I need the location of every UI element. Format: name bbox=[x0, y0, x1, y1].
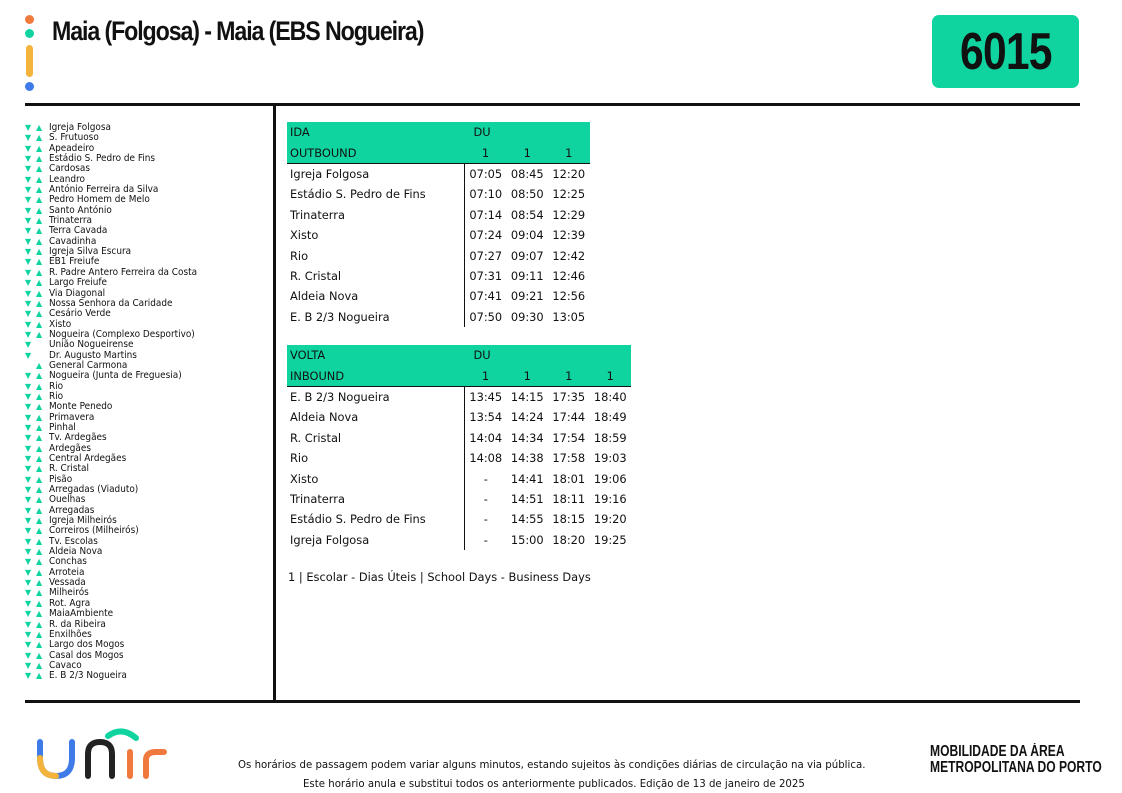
timetable-row bbox=[287, 266, 590, 286]
outbound-arrow-icon: ▼ bbox=[25, 185, 32, 195]
inbound-arrow-icon: ▲ bbox=[36, 205, 43, 215]
departure-time: 17:54 bbox=[552, 430, 586, 445]
departure-time: 08:45 bbox=[510, 166, 544, 181]
stop-name: Nogueira (Complexo Desportivo) bbox=[49, 328, 195, 340]
inbound-arrow-icon: ▲ bbox=[36, 474, 43, 484]
timetable-stop: R. Cristal bbox=[287, 428, 465, 448]
timetable-row bbox=[287, 386, 631, 407]
departure-time: - bbox=[483, 512, 488, 527]
inbound-arrow-icon: ▲ bbox=[36, 319, 43, 329]
departure-time: 18:01 bbox=[552, 471, 586, 486]
stop-name: R. Padre Antero Ferreira da Costa bbox=[49, 266, 198, 278]
teal-dot bbox=[25, 29, 34, 38]
outbound-arrow-icon: ▼ bbox=[25, 495, 32, 505]
outbound-arrow-icon: ▼ bbox=[25, 309, 32, 319]
stop-name: Terra Cavada bbox=[49, 225, 108, 237]
departure-time: 14:15 bbox=[510, 389, 544, 404]
stop-name: Pinhal bbox=[49, 421, 76, 433]
outbound-arrow-icon: ▼ bbox=[25, 598, 32, 608]
timetable-stop: Trinaterra bbox=[287, 205, 465, 225]
stop-name: Tv. Ardegães bbox=[49, 432, 107, 444]
departure-time: 13:05 bbox=[552, 309, 586, 324]
departure-time: 14:51 bbox=[510, 491, 544, 506]
inbound-arrow-icon: ▲ bbox=[36, 226, 43, 236]
departure-time: 14:04 bbox=[469, 430, 503, 445]
outbound-arrow-icon: ▼ bbox=[25, 257, 32, 267]
outbound-arrow-icon: ▼ bbox=[25, 609, 32, 619]
outbound-arrow-icon: ▼ bbox=[25, 164, 32, 174]
timetable-stop: Aldeia Nova bbox=[287, 286, 465, 306]
brand-line-2: METROPOLITANA DO PORTO bbox=[930, 759, 1102, 776]
inbound-arrow-icon: ▲ bbox=[36, 288, 43, 298]
timetable-row bbox=[287, 489, 631, 509]
inbound-arrow-icon: ▲ bbox=[36, 536, 43, 546]
departure-time: 07:24 bbox=[469, 228, 503, 243]
stop-name: Conchas bbox=[49, 556, 87, 568]
departure-time: 19:03 bbox=[593, 451, 627, 466]
stop-name: Leandro bbox=[49, 173, 85, 185]
inbound-arrow-icon: ▲ bbox=[36, 278, 43, 288]
departure-time: 12:39 bbox=[552, 228, 586, 243]
departure-time: 18:40 bbox=[593, 389, 627, 404]
departure-time: 19:06 bbox=[593, 471, 627, 486]
timetable-row bbox=[287, 428, 631, 448]
timetable-row bbox=[287, 307, 590, 327]
outbound-timetable bbox=[287, 122, 590, 327]
departure-time: 18:15 bbox=[552, 512, 586, 527]
timetable-row bbox=[287, 205, 590, 225]
timetable-stop: Trinaterra bbox=[287, 489, 465, 509]
departure-time: 12:29 bbox=[552, 207, 586, 222]
departure-time: 12:20 bbox=[552, 166, 586, 181]
timetable-row bbox=[287, 468, 631, 488]
stop-name: Ouelhas bbox=[49, 494, 86, 506]
timetable-row bbox=[287, 245, 590, 265]
inbound-arrow-icon: ▲ bbox=[36, 557, 43, 567]
outbound-arrow-icon: ▼ bbox=[25, 443, 32, 453]
inbound-arrow-icon: ▲ bbox=[36, 298, 43, 308]
departure-time: 14:34 bbox=[510, 430, 544, 445]
inbound-arrow-icon: ▲ bbox=[36, 588, 43, 598]
timetable-row bbox=[287, 225, 590, 245]
trip-note: 1 bbox=[507, 365, 549, 386]
stop-name: Igreja Folgosa bbox=[49, 122, 111, 133]
departure-time: 14:08 bbox=[469, 451, 503, 466]
outbound-arrow-icon: ▼ bbox=[25, 288, 32, 298]
timetable-stop: Xisto bbox=[287, 468, 465, 488]
departure-time: 19:25 bbox=[593, 532, 627, 547]
stop-name: MaiaAmbiente bbox=[49, 608, 114, 620]
timetable-row bbox=[287, 530, 631, 550]
stop-name: Pisão bbox=[49, 473, 73, 485]
outbound-arrow-icon: ▼ bbox=[25, 536, 32, 546]
brand-wordmark bbox=[930, 744, 1102, 776]
departure-time: 09:04 bbox=[510, 228, 544, 243]
departure-time: - bbox=[483, 471, 488, 486]
outbound-arrow-icon: ▼ bbox=[25, 133, 32, 143]
inbound-arrow-icon: ▲ bbox=[36, 267, 43, 277]
outbound-arrow-icon: ▼ bbox=[25, 516, 32, 526]
disclaimer-line-2: Este horário anula e substitui todos os anteriormente publicados. Edição de 13 de janeiro de 2025 bbox=[303, 779, 805, 790]
stop-name: Igreja Milheirós bbox=[49, 515, 117, 527]
inbound-arrow-icon: ▲ bbox=[36, 381, 43, 391]
departure-time: 07:10 bbox=[469, 187, 503, 202]
stop-name: R. Cristal bbox=[49, 463, 89, 475]
stop-name: Estádio S. Pedro de Fins bbox=[49, 153, 156, 165]
trip-note: 1 bbox=[548, 365, 590, 386]
timetable-row bbox=[287, 509, 631, 529]
stop-name: General Carmona bbox=[49, 359, 128, 371]
departure-time: 12:25 bbox=[552, 187, 586, 202]
outbound-arrow-icon: ▼ bbox=[25, 350, 32, 360]
departure-time: 09:07 bbox=[510, 248, 544, 263]
stop-name: S. Frutuoso bbox=[49, 132, 99, 144]
departure-time: 09:30 bbox=[510, 309, 544, 324]
timetable-stop: E. B 2/3 Nogueira bbox=[287, 386, 465, 407]
outbound-arrow-icon: ▼ bbox=[25, 247, 32, 257]
stop-item bbox=[25, 671, 270, 681]
inbound-arrow-icon: ▲ bbox=[36, 195, 43, 205]
inbound-timetable bbox=[287, 345, 631, 550]
trip-note: 1 bbox=[507, 142, 549, 163]
inbound-arrow-icon: ▲ bbox=[36, 516, 43, 526]
stop-name: Ardegães bbox=[49, 442, 91, 454]
stop-name: Rot. Agra bbox=[49, 597, 91, 609]
inbound-arrow-icon: ▲ bbox=[36, 660, 43, 670]
inbound-arrow-icon: ▲ bbox=[36, 154, 43, 164]
inbound-arrow-icon: ▲ bbox=[36, 164, 43, 174]
stop-name: Igreja Silva Escura bbox=[49, 246, 132, 258]
timetable-notes-row bbox=[287, 365, 631, 386]
stop-name: António Ferreira da Silva bbox=[49, 184, 159, 196]
departure-time: 17:58 bbox=[552, 451, 586, 466]
departure-time: 14:38 bbox=[510, 451, 544, 466]
timetable-header-row bbox=[287, 122, 590, 142]
day-type-label: DU bbox=[465, 122, 590, 142]
inbound-arrow-icon: ▲ bbox=[36, 609, 43, 619]
timetable-row bbox=[287, 184, 590, 204]
column-divider bbox=[273, 106, 276, 702]
stop-name: Cavaco bbox=[49, 659, 82, 671]
stop-name: EB1 Freiufe bbox=[49, 256, 100, 268]
inbound-arrow-icon: ▲ bbox=[36, 640, 43, 650]
stop-name: Largo dos Mogos bbox=[49, 639, 125, 651]
inbound-arrow-icon: ▲ bbox=[36, 578, 43, 588]
stop-name: Cardosas bbox=[49, 163, 91, 175]
legend-note: 1 | Escolar - Dias Úteis | School Days - Business Days bbox=[288, 570, 591, 584]
inbound-arrow-icon: ▲ bbox=[36, 329, 43, 339]
stop-name: Enxilhões bbox=[49, 628, 92, 640]
outbound-arrow-icon: ▼ bbox=[25, 391, 32, 401]
outbound-arrow-icon: ▼ bbox=[25, 340, 32, 350]
stop-name: Arregadas (Viaduto) bbox=[49, 484, 139, 496]
outbound-arrow-icon: ▼ bbox=[25, 485, 32, 495]
outbound-arrow-icon: ▼ bbox=[25, 588, 32, 598]
departure-time: 08:54 bbox=[510, 207, 544, 222]
timetable-stop: R. Cristal bbox=[287, 266, 465, 286]
outbound-arrow-icon: ▼ bbox=[25, 412, 32, 422]
outbound-arrow-icon: ▼ bbox=[25, 650, 32, 660]
inbound-arrow-icon: ▲ bbox=[36, 505, 43, 515]
inbound-arrow-icon: ▲ bbox=[36, 526, 43, 536]
stop-name: Cavadinha bbox=[49, 235, 97, 247]
stop-name: Milheirós bbox=[49, 587, 89, 599]
inbound-arrow-icon: ▲ bbox=[36, 133, 43, 143]
inbound-arrow-icon: ▲ bbox=[36, 495, 43, 505]
departure-time: 17:44 bbox=[552, 410, 586, 425]
timetable-row bbox=[287, 286, 590, 306]
departure-time: - bbox=[483, 491, 488, 506]
outbound-arrow-icon: ▼ bbox=[25, 236, 32, 246]
inbound-arrow-icon: ▲ bbox=[36, 402, 43, 412]
trip-note: 1 bbox=[465, 365, 507, 386]
stop-name: Primavera bbox=[49, 411, 95, 423]
stop-name: União Nogueirense bbox=[49, 339, 134, 351]
direction-label: IDA bbox=[287, 122, 465, 142]
stop-name: Aldeia Nova bbox=[49, 546, 103, 558]
stop-name: Vessada bbox=[49, 577, 86, 589]
departure-time: 07:14 bbox=[469, 207, 503, 222]
inbound-arrow-icon: ▲ bbox=[36, 619, 43, 629]
stop-name: Arroteia bbox=[49, 566, 85, 578]
outbound-arrow-icon: ▼ bbox=[25, 298, 32, 308]
stop-name: Tv. Escolas bbox=[49, 535, 98, 547]
outbound-arrow-icon: ▼ bbox=[25, 433, 32, 443]
inbound-arrow-icon: ▲ bbox=[36, 547, 43, 557]
brand-dots bbox=[25, 15, 35, 93]
unir-logo bbox=[36, 728, 172, 784]
outbound-arrow-icon: ▼ bbox=[25, 278, 32, 288]
timetable-stop: Igreja Folgosa bbox=[287, 530, 465, 550]
departure-time: 17:35 bbox=[552, 389, 586, 404]
outbound-arrow-icon: ▼ bbox=[25, 660, 32, 670]
timetable-stop: Rio bbox=[287, 245, 465, 265]
departure-time: 14:24 bbox=[510, 410, 544, 425]
inbound-arrow-icon: ▲ bbox=[36, 485, 43, 495]
outbound-arrow-icon: ▼ bbox=[25, 123, 32, 132]
outbound-arrow-icon: ▼ bbox=[25, 578, 32, 588]
stop-name: Rio bbox=[49, 380, 64, 392]
departure-time: 07:31 bbox=[469, 268, 503, 283]
timetable-stop: E. B 2/3 Nogueira bbox=[287, 307, 465, 327]
route-title: Maia (Folgosa) - Maia (EBS Nogueira) bbox=[52, 16, 424, 46]
inbound-arrow-icon: ▲ bbox=[36, 412, 43, 422]
stop-name: Rio bbox=[49, 390, 64, 402]
direction-label-en: OUTBOUND bbox=[287, 142, 465, 163]
departure-time: 12:46 bbox=[552, 268, 586, 283]
stop-name: Xisto bbox=[49, 318, 72, 330]
stop-name: Via Diagonal bbox=[49, 287, 106, 299]
outbound-arrow-icon: ▼ bbox=[25, 505, 32, 515]
outbound-arrow-icon: ▼ bbox=[25, 474, 32, 484]
stop-name: Central Ardegães bbox=[49, 453, 127, 464]
outbound-arrow-icon: ▼ bbox=[25, 464, 32, 474]
stop-name: R. da Ribeira bbox=[49, 618, 106, 630]
departure-time: 12:42 bbox=[552, 248, 586, 263]
inbound-arrow-icon: ▲ bbox=[36, 185, 43, 195]
inbound-arrow-icon: ▲ bbox=[36, 360, 43, 370]
outbound-arrow-icon: ▼ bbox=[25, 567, 32, 577]
timetable-stop: Estádio S. Pedro de Fins bbox=[287, 184, 465, 204]
outbound-arrow-icon: ▼ bbox=[25, 381, 32, 391]
timetable-stop: Estádio S. Pedro de Fins bbox=[287, 509, 465, 529]
timetable-row bbox=[287, 448, 631, 468]
departure-time: 18:11 bbox=[552, 491, 586, 506]
blue-dot bbox=[25, 82, 34, 91]
outbound-arrow-icon: ▼ bbox=[25, 226, 32, 236]
route-number-badge bbox=[932, 15, 1079, 88]
outbound-arrow-icon: ▼ bbox=[25, 267, 32, 277]
inbound-arrow-icon: ▲ bbox=[36, 309, 43, 319]
departure-time: 18:49 bbox=[593, 410, 627, 425]
inbound-arrow-icon: ▲ bbox=[36, 433, 43, 443]
outbound-arrow-icon: ▼ bbox=[25, 216, 32, 226]
stop-name: Nogueira (Junta de Freguesia) bbox=[49, 370, 182, 382]
trip-note: 1 bbox=[590, 365, 632, 386]
outbound-arrow-icon: ▼ bbox=[25, 547, 32, 557]
outbound-arrow-icon: ▼ bbox=[25, 640, 32, 650]
timetable-notes-row bbox=[287, 142, 590, 163]
departure-time: 08:50 bbox=[510, 187, 544, 202]
departure-time: 07:05 bbox=[469, 166, 503, 181]
departure-time: 18:59 bbox=[593, 430, 627, 445]
outbound-arrow-icon: ▼ bbox=[25, 154, 32, 164]
inbound-arrow-icon: ▲ bbox=[36, 464, 43, 474]
departure-time: 13:45 bbox=[469, 389, 503, 404]
bottom-divider bbox=[25, 700, 1080, 703]
inbound-arrow-icon: ▲ bbox=[36, 567, 43, 577]
outbound-arrow-icon: ▼ bbox=[25, 671, 32, 681]
inbound-arrow-icon: ▲ bbox=[36, 236, 43, 246]
stop-name: Pedro Homem de Melo bbox=[49, 194, 150, 206]
outbound-arrow-icon: ▼ bbox=[25, 205, 32, 215]
timetable-stop: Aldeia Nova bbox=[287, 407, 465, 427]
inbound-arrow-icon: ▲ bbox=[36, 650, 43, 660]
disclaimer-line-1: Os horários de passagem podem variar alguns minutos, estando sujeitos às condições diárias de circulação na via pública. bbox=[238, 760, 866, 771]
inbound-arrow-icon: ▲ bbox=[36, 216, 43, 226]
stop-name: Nossa Senhora da Caridade bbox=[49, 297, 173, 309]
inbound-arrow-icon: ▲ bbox=[36, 371, 43, 381]
outbound-arrow-icon: ▼ bbox=[25, 143, 32, 153]
departure-time: 07:50 bbox=[469, 309, 503, 324]
inbound-arrow-icon: ▲ bbox=[36, 671, 43, 681]
inbound-arrow-icon: ▲ bbox=[36, 247, 43, 257]
direction-label-en: INBOUND bbox=[287, 365, 465, 386]
stop-name: Largo Freiufe bbox=[49, 277, 108, 289]
departure-time: 09:21 bbox=[510, 289, 544, 304]
inbound-arrow-icon: ▲ bbox=[36, 454, 43, 463]
inbound-arrow-icon: ▲ bbox=[36, 391, 43, 401]
stop-name: Apeadeiro bbox=[49, 142, 95, 154]
inbound-arrow-icon: ▲ bbox=[36, 629, 43, 639]
trip-note: 1 bbox=[465, 142, 507, 163]
outbound-arrow-icon: ▼ bbox=[25, 557, 32, 567]
departure-time: 09:11 bbox=[510, 268, 544, 283]
departure-time: 14:41 bbox=[510, 471, 544, 486]
yellow-bar bbox=[26, 45, 33, 77]
departure-time: 19:16 bbox=[593, 491, 627, 506]
inbound-arrow-icon: ▲ bbox=[36, 443, 43, 453]
departure-time: 14:55 bbox=[510, 512, 544, 527]
outbound-arrow-icon: ▼ bbox=[25, 619, 32, 629]
outbound-arrow-icon: ▼ bbox=[25, 371, 32, 381]
departure-time: 15:00 bbox=[510, 532, 544, 547]
timetable-header-row bbox=[287, 345, 631, 365]
inbound-arrow-icon: ▲ bbox=[36, 123, 43, 132]
stop-name: Dr. Augusto Martins bbox=[49, 349, 137, 361]
trip-note: 1 bbox=[548, 142, 590, 163]
departure-time: 13:54 bbox=[469, 410, 503, 425]
outbound-arrow-icon: ▼ bbox=[25, 422, 32, 432]
outbound-arrow-icon: ▼ bbox=[25, 629, 32, 639]
day-type-label: DU bbox=[465, 345, 632, 365]
stop-name: Santo António bbox=[49, 204, 112, 216]
orange-dot bbox=[25, 15, 34, 24]
timetable-stop: Xisto bbox=[287, 225, 465, 245]
inbound-arrow-icon: ▲ bbox=[36, 174, 43, 184]
outbound-arrow-icon: ▼ bbox=[25, 174, 32, 184]
stop-name: Casal dos Mogos bbox=[49, 649, 124, 661]
departure-time: 12:56 bbox=[552, 289, 586, 304]
stop-name: Correiros (Milheirós) bbox=[49, 525, 139, 537]
outbound-arrow-icon: ▼ bbox=[25, 319, 32, 329]
outbound-arrow-icon: ▼ bbox=[25, 329, 32, 339]
outbound-arrow-icon: ▼ bbox=[25, 402, 32, 412]
outbound-arrow-icon: ▼ bbox=[25, 526, 32, 536]
timetable-row bbox=[287, 163, 590, 184]
inbound-arrow-icon: ▲ bbox=[36, 257, 43, 267]
outbound-arrow-icon: ▼ bbox=[25, 454, 32, 463]
inbound-arrow-icon: ▲ bbox=[36, 422, 43, 432]
stop-name: Arregadas bbox=[49, 504, 95, 516]
departure-time: 18:20 bbox=[552, 532, 586, 547]
stop-name: Monte Penedo bbox=[49, 401, 113, 413]
brand-line-1: MOBILIDADE DA ÁREA bbox=[930, 743, 1065, 760]
stop-name: E. B 2/3 Nogueira bbox=[49, 670, 127, 682]
inbound-arrow-icon: ▲ bbox=[36, 598, 43, 608]
stop-list bbox=[25, 123, 270, 682]
departure-time: - bbox=[483, 532, 488, 547]
departure-time: 19:20 bbox=[593, 512, 627, 527]
inbound-arrow-icon: ▲ bbox=[36, 143, 43, 153]
departure-time: 07:27 bbox=[469, 248, 503, 263]
departure-time: 07:41 bbox=[469, 289, 503, 304]
stop-name: Trinaterra bbox=[49, 215, 92, 227]
top-divider bbox=[25, 103, 1080, 106]
timetable-row bbox=[287, 407, 631, 427]
timetable-stop: Rio bbox=[287, 448, 465, 468]
stop-name: Cesário Verde bbox=[49, 308, 111, 320]
route-number: 6015 bbox=[959, 22, 1052, 81]
direction-label: VOLTA bbox=[287, 345, 465, 365]
timetable-stop: Igreja Folgosa bbox=[287, 163, 465, 184]
outbound-arrow-icon: ▼ bbox=[25, 195, 32, 205]
